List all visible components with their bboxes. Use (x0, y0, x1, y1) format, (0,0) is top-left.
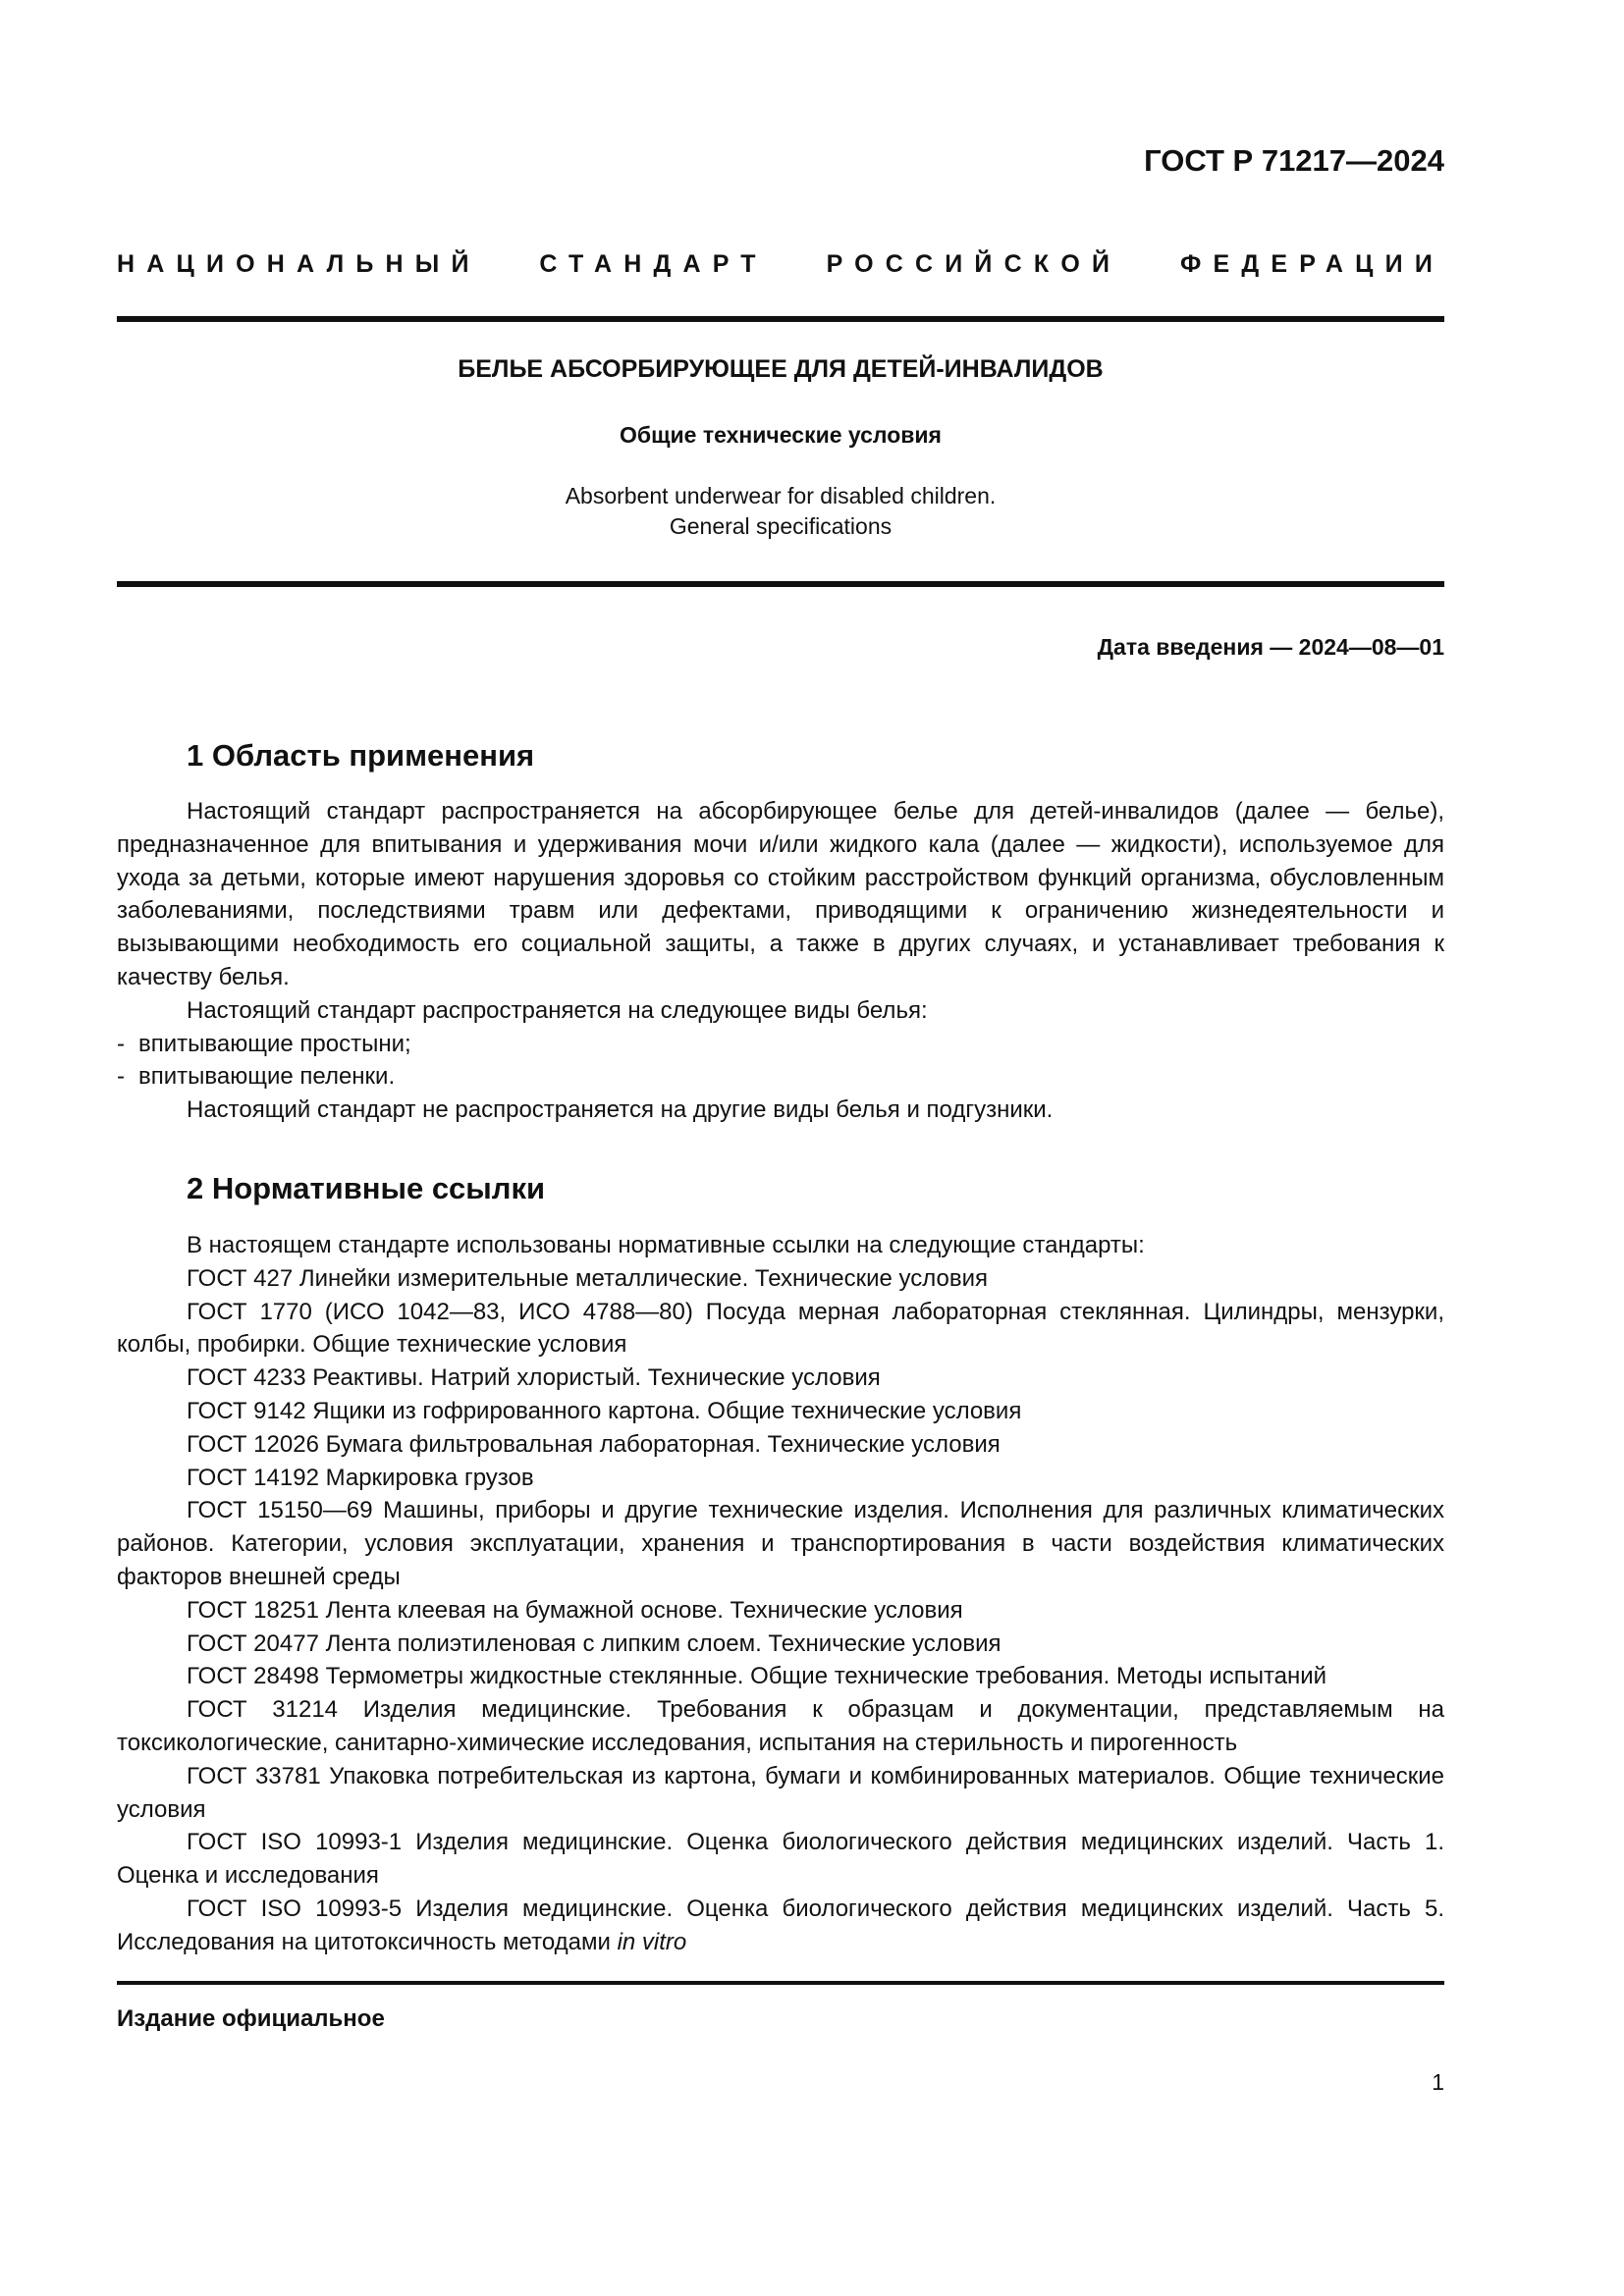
reference-item: ГОСТ 427 Линейки измерительные металлические. Технические условия (187, 1264, 988, 1292)
section-1-paragraph-1: Настоящий стандарт распространяется на абсорбирующее белье для детей-инвалидов (далее — белье), предназначенное для впитывания и удерживания мочи и/или жидкого кала (далее — жидкости), используемое для ухода за детьми, которые имеют нарушения здоровья со стойким расстройством функций организма, обусловленным заболеваниями, последствиями травм или дефектами, приводящими к ограничению жизнедеятельности и вызывающими необходимость его социальной защиты, а также в других случаях, и устанавливает требования к качеству белья. (117, 798, 1444, 990)
section-1-paragraph-2: Настоящий стандарт распространяется на следующее виды белья: (187, 996, 928, 1024)
list-marker: - (117, 1063, 125, 1091)
reference-item: ГОСТ 12026 Бумага фильтровальная лабораторная. Технические условия (187, 1430, 1001, 1458)
standard-subtitle: Общие технические условия (620, 422, 942, 448)
reference-item: ГОСТ 28498 Термометры жидкостные стеклянные. Общие технические требования. Методы испытаний (187, 1663, 1327, 1690)
standard-title: БЕЛЬЕ АБСОРБИРУЮЩЕЕ ДЛЯ ДЕТЕЙ-ИНВАЛИДОВ (458, 355, 1104, 383)
english-title (117, 481, 1444, 542)
list-item: - впитывающие пеленки. (117, 1060, 1444, 1094)
national-standard-banner: НАЦИОНАЛЬНЫЙ СТАНДАРТ РОССИЙСКОЙ ФЕДЕРАЦИИ (117, 250, 1444, 278)
document-code: ГОСТ Р 71217—2024 (1144, 143, 1444, 178)
english-title-line-2: General specifications (669, 513, 893, 539)
section-1-body (117, 795, 1444, 1127)
reference-item: ГОСТ 9142 Ящики из гофрированного картона. Общие технические условия (187, 1397, 1022, 1424)
reference-item: ГОСТ 4233 Реактивы. Натрий хлористый. Технические условия (187, 1364, 881, 1392)
reference-item: ГОСТ 20477 Лента полиэтиленовая с липким слоем. Технические условия (187, 1629, 1001, 1657)
reference-item: ГОСТ 14192 Маркировка грузов (187, 1464, 534, 1491)
reference-item: ГОСТ ISO 10993-1 Изделия медицинские. Оценка биологического действия медицинских изделий. Часть 1. Оценка и исследования (117, 1829, 1444, 1890)
reference-item: ГОСТ 1770 (ИСО 1042—83, ИСО 4788—80) Посуда мерная лабораторная стеклянная. Цилиндры, мензурки, колбы, пробирки. Общие технические условия (117, 1298, 1444, 1359)
reference-item: ГОСТ 18251 Лента клеевая на бумажной основе. Технические условия (187, 1596, 963, 1624)
page-number: 1 (1432, 2069, 1444, 2095)
title-bottom-rule (117, 581, 1444, 587)
list-item: - впитывающие простыни; (117, 1028, 1444, 1061)
reference-item: ГОСТ ISO 10993-5 Изделия медицинские. Оценка биологического действия медицинских изделий. Часть 5. Исследования на цитотоксичность методами in vitro (117, 1895, 1444, 1955)
reference-item: ГОСТ 15150—69 Машины, приборы и другие технические изделия. Исполнения для различных климатических районов. Категории, условия эксплуатации, хранения и транспортирования в части воздействия климатических факторов внешней среды (117, 1497, 1444, 1590)
reference-item: ГОСТ 33781 Упаковка потребительская из картона, бумаги и комбинированных материалов. Общие технические условия (117, 1762, 1444, 1823)
list-marker: - (117, 1030, 125, 1057)
section-2-intro: В настоящем стандарте использованы нормативные ссылки на следующие стандарты: (187, 1232, 1145, 1258)
top-rule (117, 316, 1444, 322)
english-title-line-1: Absorbent underwear for disabled children. (565, 483, 997, 508)
in-vitro-italic: in vitro (617, 1928, 687, 1955)
section-1-paragraph-3: Настоящий стандарт не распространяется на другие виды белья и подгузники. (187, 1096, 1054, 1124)
reference-item: ГОСТ 31214 Изделия медицинские. Требования к образцам и документации, представляемым на токсикологические, санитарно-химические исследования, испытания на стерильность и пирогенность (117, 1696, 1444, 1756)
footer-rule (117, 1981, 1444, 1985)
section-2-heading: 2 Нормативные ссылки (187, 1171, 546, 1205)
introduction-date: Дата введения — 2024—08—01 (1097, 634, 1444, 660)
section-1-heading: 1 Область применения (187, 738, 535, 773)
section-2-body (117, 1229, 1444, 1959)
official-edition-label: Издание официальное (117, 2005, 385, 2032)
